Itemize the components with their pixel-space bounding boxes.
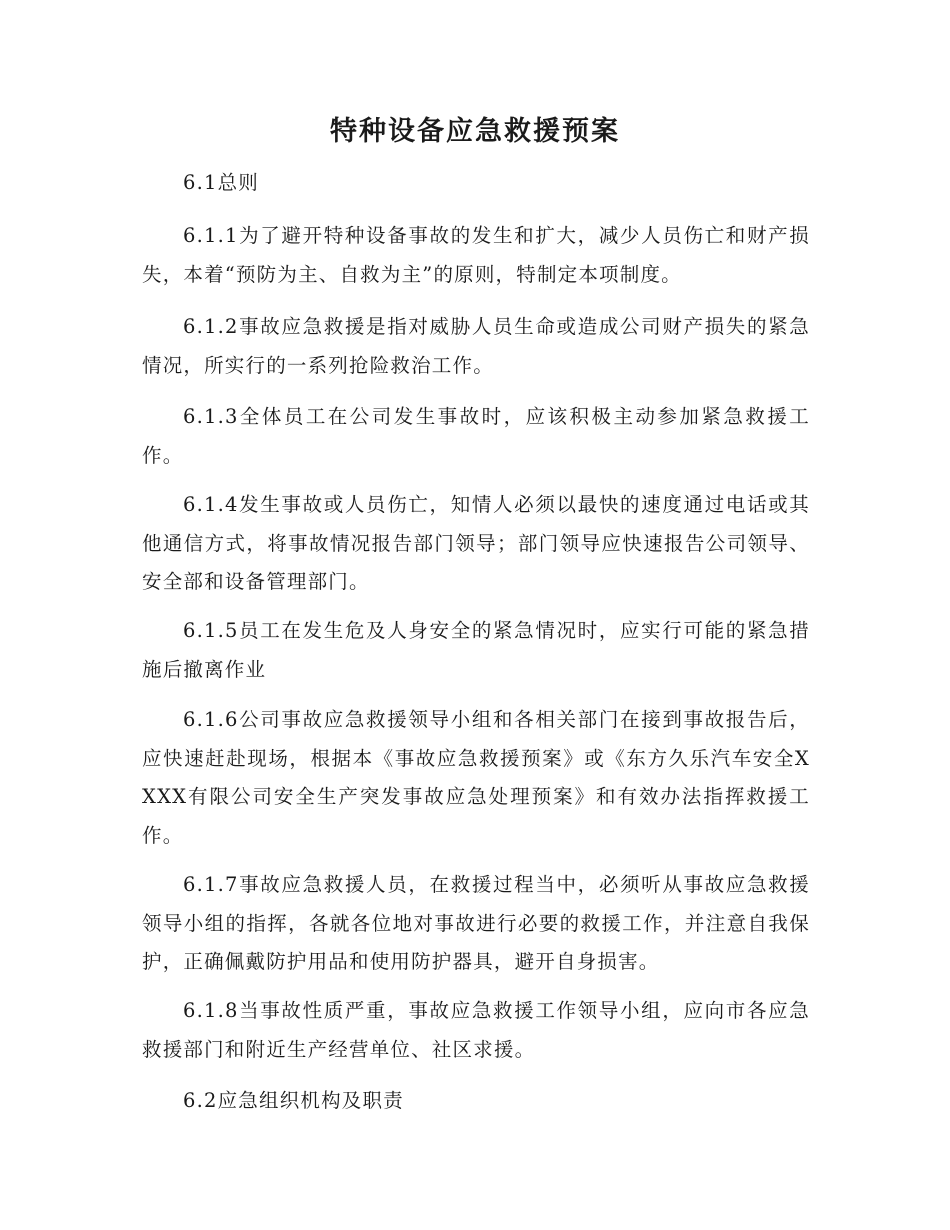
paragraph-6-1-2: 6.1.2事故应急救援是指对威胁人员生命或造成公司财产损失的紧急情况，所实行的一系列抢险救治工作。 [142,315,810,377]
paragraph-6-1-7: 6.1.7事故应急救援人员，在救援过程当中，必须听从事故应急救援领导小组的指挥，各就各位地对事故进行必要的救援工作，并注意自我保护，正确佩戴防护用品和使用防护器具，避开自身损害。 [142,873,810,973]
paragraph-6-1-4: 6.1.4发生事故或人员伤亡，知情人必须以最快的速度通过电话或其他通信方式，将事故情况报告部门领导；部门领导应快速报告公司领导、安全部和设备管理部门。 [142,493,810,593]
section-heading-6-2: 6.2应急组织机构及职责 [183,1089,404,1112]
paragraph-6-1-8: 6.1.8当事故性质严重，事故应急救援工作领导小组，应向市各应急救援部门和附近生产经营单位、社区求援。 [142,999,810,1061]
paragraph-6-1-5: 6.1.5员工在发生危及人身安全的紧急情况时，应实行可能的紧急措施后撤离作业 [142,619,810,681]
paragraph-6-1-1: 6.1.1为了避开特种设备事故的发生和扩大，减少人员伤亡和财产损失，本着“预防为主、自救为主”的原则，特制定本项制度。 [142,224,810,286]
document-title: 特种设备应急救援预案 [330,116,620,147]
paragraph-6-1-6: 6.1.6公司事故应急救援领导小组和各相关部门在接到事故报告后，应快速赶赴现场，根据本《事故应急救援预案》或《东方久乐汽车安全XXXX有限公司安全生产突发事故应急处理预案》和有效办法指挥救援工作。 [142,708,810,847]
section-heading-6-1: 6.1总则 [183,171,260,194]
paragraph-6-1-3: 6.1.3全体员工在公司发生事故时，应该积极主动参加紧急救援工作。 [142,405,810,467]
